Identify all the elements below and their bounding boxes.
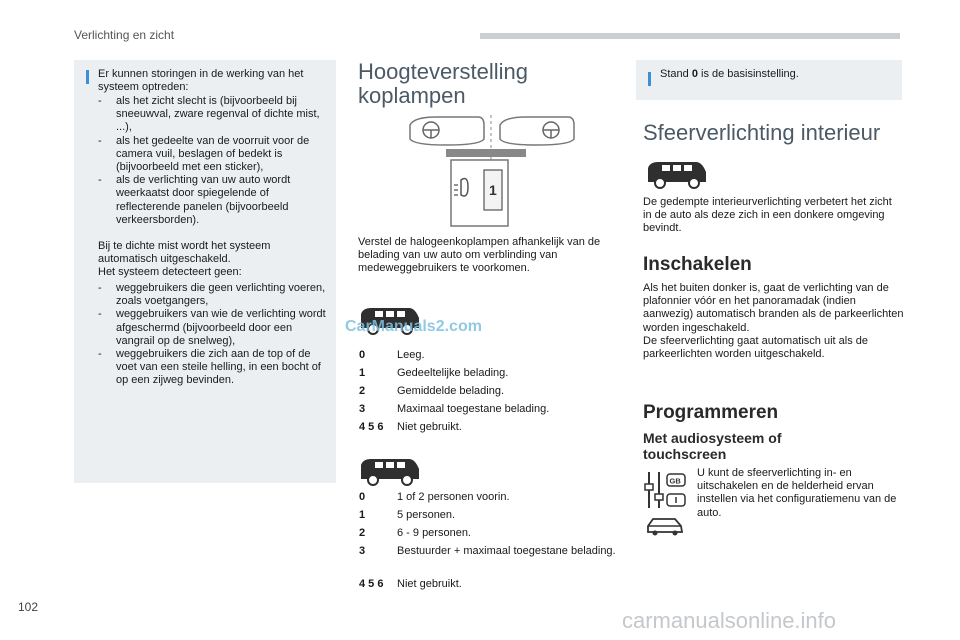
- issue-list: [98, 95, 330, 227]
- setting-value: Bestuurder + maximaal toegestane belading.: [397, 545, 616, 557]
- inschakelen-text: Als het buiten donker is, gaat de verlichting van de plafonnier vóór en het panoramadak (indien aanwezig) automatisch branden als de parkeerlichten worden ingeschakeld. De sfeerverlichting gaat automatisch uit als de parkeerlichten worden uitgeschakeld.: [643, 282, 904, 361]
- header-bar: [480, 33, 900, 39]
- setting-key: 0: [359, 491, 366, 503]
- setting-key: 0: [359, 349, 366, 361]
- setting-key: 3: [359, 403, 366, 415]
- van-icon-3: [646, 158, 708, 190]
- setting-row: [359, 367, 617, 381]
- setting-key: 1: [359, 509, 366, 521]
- ambient-description: De gedempte interieurverlichting verbetert het zicht in de auto als deze zich in een donkere omgeving bevindt.: [643, 196, 892, 235]
- setting-row: [359, 545, 617, 559]
- setting-row: [359, 385, 617, 399]
- mirror-illustration: [406, 115, 586, 235]
- settings-sliders-icon: [643, 470, 689, 510]
- setting-key: 1: [359, 367, 366, 379]
- info-box-left: [74, 60, 336, 483]
- setting-value: Leeg.: [397, 349, 425, 361]
- headlamp-dial-icon: [451, 160, 508, 226]
- setting-row: [359, 509, 617, 523]
- setting-key: 2: [359, 385, 366, 397]
- info-middle-text: Bij te dichte mist wordt het systeem automatisch uitgeschakeld. Het systeem detecteert geen:: [98, 240, 271, 279]
- footer-watermark: carmanualsonline.info: [622, 608, 837, 633]
- section-title-headlamp: Hoogteverstelling koplampen: [358, 59, 528, 108]
- undetected-list: [98, 282, 330, 388]
- audio-text: U kunt de sfeerverlichting in- en uitschakelen en de helderheid ervan instellen via het configuratiemenu van de auto.: [697, 467, 897, 519]
- info-box-right: [636, 60, 902, 100]
- list-item: - weggebruikers van wie de verlichting wordt afgeschermd (bijvoorbeeld door een vangrail op de snelweg),: [98, 308, 330, 348]
- setting-value: Gedeeltelijke belading.: [397, 367, 509, 379]
- setting-row: [359, 403, 617, 417]
- list-item: - als het zicht slecht is (bijvoorbeeld bij sneeuwval, zware regenval of dichte mist, ...),: [98, 95, 330, 135]
- list-item: - weggebruikers die zich aan de top of de voet van een steile helling, in een bocht of op een zijweg bevinden.: [98, 348, 330, 388]
- setting-value: 1 of 2 personen voorin.: [397, 491, 510, 503]
- setting-key: 4 5 6: [359, 578, 384, 590]
- info-marker-icon: [86, 70, 89, 84]
- car-outline-icon: [645, 514, 685, 538]
- mirror-right-icon: [500, 117, 574, 145]
- setting-value: Maximaal toegestane belading.: [397, 403, 550, 415]
- setting-row: [359, 578, 617, 592]
- setting-row: [359, 421, 617, 435]
- list-item: - als het gedeelte van de voorruit voor de camera vuil, beslagen of bedekt is (bijvoorbeeld met een sticker),: [98, 135, 330, 175]
- setting-value: 5 personen.: [397, 509, 456, 521]
- setting-value: Gemiddelde belading.: [397, 385, 505, 397]
- info-intro: Er kunnen storingen in de werking van het systeem optreden:: [98, 68, 304, 94]
- list-item: - weggebruikers die geen verlichting voeren, zoals voetgangers,: [98, 282, 330, 308]
- setting-row: [359, 491, 617, 505]
- headlamp-description: Verstel de halogeenkoplampen afhankelijk van de belading van uw auto om verblinding van medeweggebruikers te voorkomen.: [358, 236, 601, 275]
- heading-programmeren: Programmeren: [643, 402, 779, 423]
- setting-value: Niet gebruikt.: [397, 578, 462, 590]
- dial-number: 1: [489, 182, 497, 198]
- heading-inschakelen: Inschakelen: [643, 254, 752, 275]
- info-default-setting: Stand 0 is de basisinstelling.: [660, 68, 799, 80]
- setting-key: 2: [359, 527, 366, 539]
- setting-value: 6 - 9 personen.: [397, 527, 471, 539]
- icon-gb-label: GB: [669, 476, 681, 486]
- watermark-text: CarManuals2.com: [345, 318, 482, 335]
- setting-row: [359, 527, 617, 541]
- heading-audio: Met audiosysteem of touchscreen: [643, 430, 782, 462]
- setting-key: 4 5 6: [359, 421, 384, 433]
- section-title-ambient: Sfeerverlichting interieur: [643, 120, 881, 145]
- section-header: Verlichting en zicht: [74, 28, 175, 42]
- van-icon-2: [359, 455, 421, 487]
- setting-row: [359, 349, 617, 363]
- list-item: - als de verlichting van uw auto wordt weerkaatst door spiegelende of reflecterende panelen (bijvoorbeeld verkeersborden).: [98, 174, 330, 227]
- setting-key: 3: [359, 545, 366, 557]
- setting-value: Niet gebruikt.: [397, 421, 462, 433]
- page-number: 102: [18, 600, 39, 614]
- info-marker-icon: [648, 72, 651, 86]
